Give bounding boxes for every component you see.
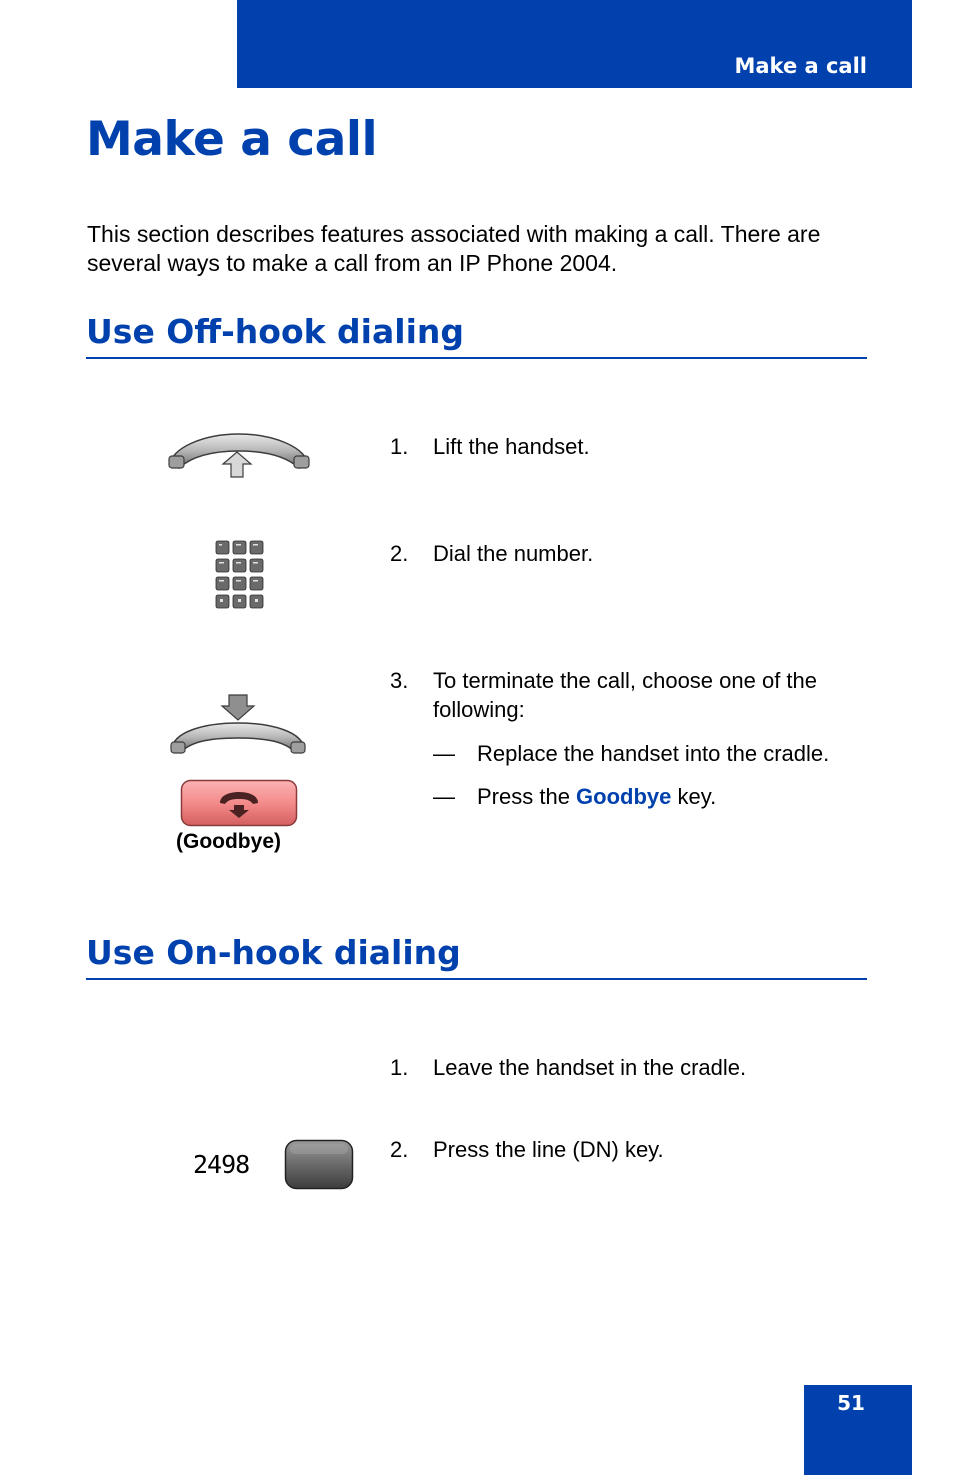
page-number-box (804, 1385, 912, 1475)
page-number: 51 (837, 1391, 865, 1415)
section-title-off-hook: Use Off-hook dialing (86, 312, 465, 351)
section-rule (86, 357, 867, 359)
handset-replace-icon (168, 694, 308, 760)
goodbye-key-icon (180, 779, 298, 827)
page-title: Make a call (86, 112, 378, 167)
dial-pad-icon (215, 540, 265, 610)
section-rule (86, 978, 867, 980)
section-title-on-hook: Use On-hook dialing (86, 933, 461, 972)
running-title: Make a call (734, 54, 867, 78)
line-key-icon (284, 1139, 354, 1191)
handset-lift-icon (166, 430, 312, 480)
goodbye-key-label: (Goodbye) (176, 830, 281, 853)
header-bar (237, 0, 912, 88)
line-dn-label: 2498 (193, 1150, 250, 1179)
goodbye-key-name: Goodbye (576, 784, 672, 809)
intro-paragraph: This section describes features associated with making a call. There are several ways to make a call from an IP Phone 2004. (87, 221, 821, 276)
